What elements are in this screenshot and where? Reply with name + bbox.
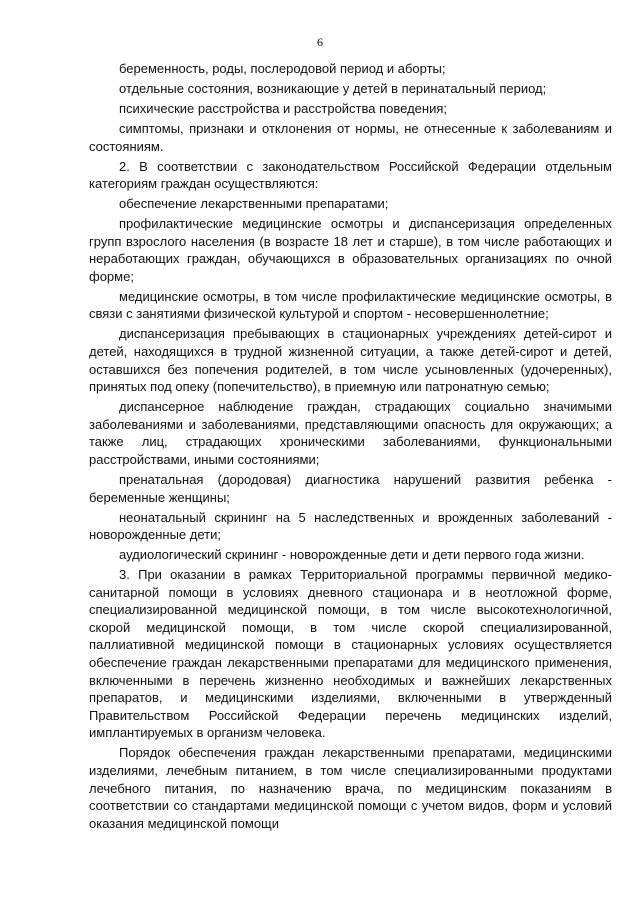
paragraph-audiology: аудиологический скрининг - новорожденные дети и дети первого года жизни. <box>119 547 585 563</box>
paragraph-procedure: Порядок обеспечения граждан лекарственными препаратами, медицинскими изделиями, лечебным питанием, в том числе специализированными продуктами лечебного питания, по назначению врача, по медицинским показаниям в соответствии со стандартами медицинской помощи с учетом видов, форм и условий оказания медицинской помощи <box>89 745 612 831</box>
paragraph-adult-checkups: профилактические медицинские осмотры и диспансеризация определенных групп взрослого населения (в возрасте 18 лет и старше), в том числе работающих и неработающих граждан, обучающихся в образовательных организациях по очной форме; <box>89 216 612 284</box>
paragraph-perinatal: отдельные состояния, возникающие у детей в перинатальный период; <box>119 80 547 96</box>
paragraph-mental-disorders: психические расстройства и расстройства поведения; <box>119 100 447 116</box>
document-body <box>89 60 612 835</box>
paragraph-dispensary: диспансерное наблюдение граждан, страдающих социально значимыми заболеваниями и заболеваниями, представляющими опасность для окружающих; а также лиц, страдающих хроническими заболеваниями, функциональными расстройствами, иными состояниями; <box>89 399 612 467</box>
paragraph-orphans: диспансеризация пребывающих в стационарных учреждениях детей-сирот и детей, находящихся в трудной жизненной ситуации, а также детей-сирот и детей, оставшихся без попечения родителей, в том числе усыновленных (удочеренных), принятых под опеку (попечительство), в приемную или патронатную семью; <box>89 326 612 395</box>
paragraph-medicines: обеспечение лекарственными препаратами; <box>119 196 389 212</box>
paragraph-section-2: 2. В соответствии с законодательством Российской Федерации отдельным категориям граждан осуществляются: <box>89 158 612 192</box>
paragraph-neonatal: неонатальный скрининг на 5 наследственных и врожденных заболеваний - новорожденные дети; <box>89 509 612 543</box>
paragraph-symptoms: симптомы, признаки и отклонения от нормы, не отнесенные к заболеваниям и состояниям. <box>89 120 612 154</box>
paragraph-section-3: 3. При оказании в рамках Территориальной программы первичной медико-санитарной помощи в условиях дневного стационара и в неотложной форме, специализированной медицинской помощи, в том числе высокотехнологичной, скорой медицинской помощи, в том числе скорой специализированной, паллиативной медицинской помощи в стационарных условиях осуществляется обеспечение граждан лекарственными препаратами для медицинского применения, включенными в перечень жизненно необходимых и важнейших лекарственных препаратов, и медицинскими изделиями, включенными в утвержденный Правительством Российской Федерации перечень медицинских изделий, имплантируемых в организм человека. <box>89 567 612 741</box>
paragraph-pregnancy: беременность, роды, послеродовой период и аборты; <box>119 61 446 76</box>
paragraph-sport-checkups: медицинские осмотры, в том числе профилактические медицинские осмотры, в связи с занятиями физической культурой и спортом - несовершеннолетние; <box>89 288 612 322</box>
page-number: 6 <box>317 35 323 49</box>
paragraph-prenatal: пренатальная (дородовая) диагностика нарушений развития ребенка - беременные женщины; <box>89 471 612 505</box>
